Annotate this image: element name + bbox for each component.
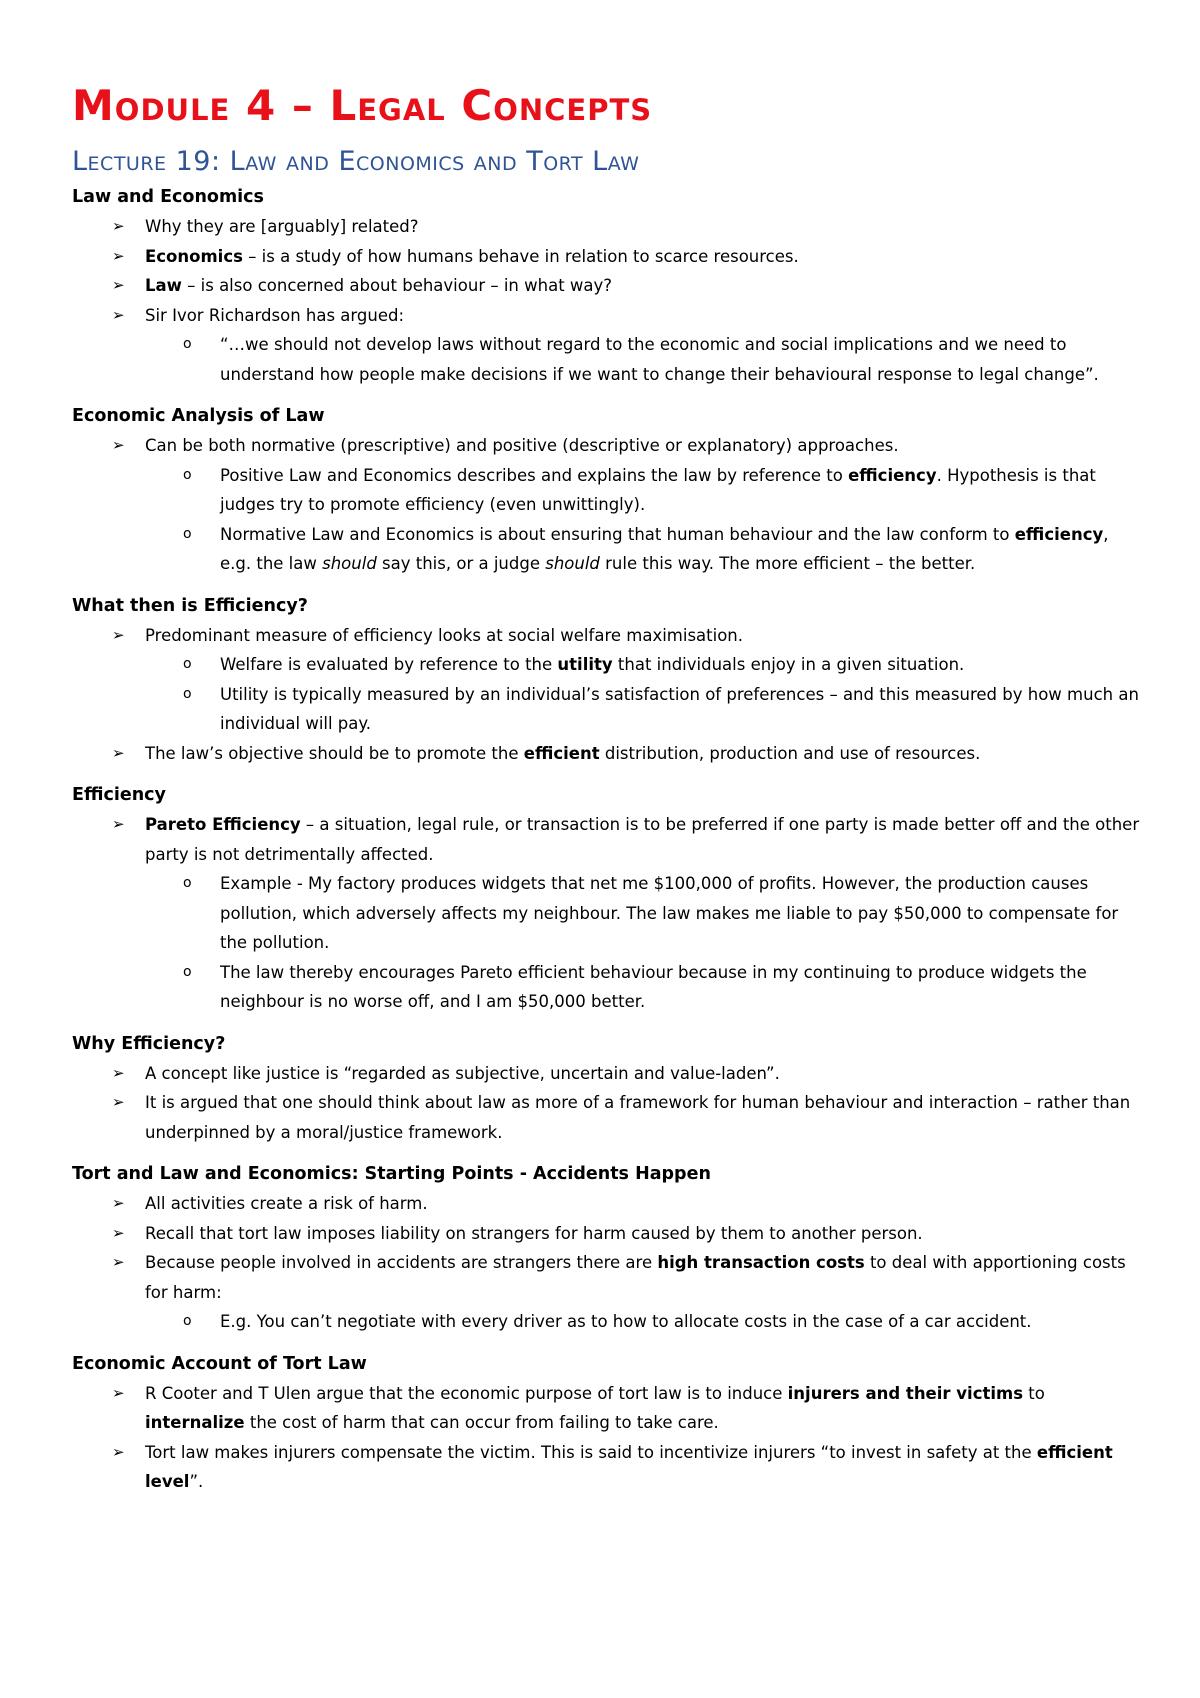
heading-economic-account-of-tort-law: Economic Account of Tort Law: [72, 1353, 367, 1374]
arrow-bullet-icon: ➢: [112, 1253, 125, 1271]
list-tort-starting-points: [72, 1189, 1142, 1337]
sub-list-item: o “…we should not develop laws without regard to the economic and social implications and we need to understand how people make decisions if we want to change their behavioural response to legal change”.: [145, 330, 1142, 389]
arrow-bullet-icon: ➢: [112, 276, 125, 294]
heading-what-is-efficiency: What then is Efficiency?: [72, 595, 308, 616]
heading-tort-starting-points: Tort and Law and Economics: Starting Points - Accidents Happen: [72, 1164, 711, 1184]
arrow-bullet-icon: ➢: [112, 1063, 125, 1082]
arrow-bullet-icon: ➢: [112, 1223, 125, 1242]
arrow-bullet-icon: ➢: [112, 743, 125, 762]
list-item: ➢ Sir Ivor Richardson has argued: o “…we should not develop laws without regard to the economic and social implications and we need to understand how people make decisions if we want to change their behavioural response to legal change”.: [72, 301, 1142, 390]
circle-bullet-icon: o: [183, 875, 192, 891]
list-item: ➢ Pareto Efficiency – a situation, legal rule, or transaction is to be preferred if one party is made better off and the other party is not detrimentally affected. o Example - My factory produces widgets that net me $100,000 of profits. However, the production causes pollution, which adversely affects my neighbour. The law makes me liable to pay $50,000 to compensate for the pollution. o The law thereby encourages Pareto efficient behaviour because in my continuing to produce widgets the neighbour is no worse off, and I am $50,000 better.: [72, 810, 1142, 1017]
list-efficiency: [72, 810, 1142, 1017]
sub-list-item: o Positive Law and Economics describes and explains the law by reference to efficiency. Hypothesis is that judges try to promote efficiency (even unwittingly).: [145, 461, 1142, 520]
list-item: ➢ R Cooter and T Ulen argue that the economic purpose of tort law is to induce injurers and their victims to internalize the cost of harm that can occur from failing to take care.: [72, 1379, 1142, 1438]
heading-efficiency: Efficiency: [72, 785, 166, 805]
list-item: ➢ Because people involved in accidents are strangers there are high transaction costs to deal with apportioning costs for harm: o E.g. You can’t negotiate with every driver as to how to allocate costs in the case of a car accident.: [72, 1248, 1142, 1337]
arrow-bullet-icon: ➢: [112, 1442, 125, 1461]
sub-list-item: o Utility is typically measured by an individual’s satisfaction of preferences – and this measured by how much an individual will pay.: [145, 680, 1142, 739]
list-why-efficiency: [72, 1059, 1142, 1148]
sub-list-item: o The law thereby encourages Pareto efficient behaviour because in my continuing to produce widgets the neighbour is no worse off, and I am $50,000 better.: [145, 958, 1142, 1017]
list-item: ➢ Economics – is a study of how humans behave in relation to scarce resources.: [72, 242, 1142, 272]
list-item: ➢ The law’s objective should be to promote the efficient distribution, production and use of resources.: [72, 739, 1142, 769]
list-item: ➢ Recall that tort law imposes liability on strangers for harm caused by them to another person.: [72, 1219, 1142, 1249]
circle-bullet-icon: o: [183, 656, 192, 672]
sub-list-item: o Example - My factory produces widgets that net me $100,000 of profits. However, the production causes pollution, which adversely affects my neighbour. The law makes me liable to pay $50,000 to compensate for the pollution.: [145, 869, 1142, 958]
arrow-bullet-icon: ➢: [112, 436, 125, 454]
arrow-bullet-icon: ➢: [112, 305, 125, 324]
circle-bullet-icon: o: [183, 525, 192, 542]
list-what-is-efficiency: [72, 621, 1142, 769]
list-item: ➢ Tort law makes injurers compensate the victim. This is said to incentivize injurers “to invest in safety at the efficient level”.: [72, 1438, 1142, 1497]
circle-bullet-icon: o: [183, 466, 192, 483]
list-item: ➢ Predominant measure of efficiency looks at social welfare maximisation. o Welfare is evaluated by reference to the utility that individuals enjoy in a given situation. o Utility is typically measured by an individual’s satisfaction of preferences – and this measured by how much an individual will pay.: [72, 621, 1142, 739]
arrow-bullet-icon: ➢: [112, 217, 125, 235]
list-item: ➢ Why they are [arguably] related?: [72, 212, 1142, 242]
arrow-bullet-icon: ➢: [112, 246, 125, 265]
heading-law-and-economics: Law and Economics: [72, 187, 264, 207]
document-page: [72, 78, 1142, 1497]
sub-list-item: o E.g. You can’t negotiate with every driver as to how to allocate costs in the case of a car accident.: [145, 1307, 1142, 1337]
circle-bullet-icon: o: [183, 336, 192, 352]
arrow-bullet-icon: ➢: [112, 1383, 125, 1402]
sub-list-item: o Normative Law and Economics is about ensuring that human behaviour and the law conform to efficiency, e.g. the law should say this, or a judge should rule this way. The more efficient – the better.: [145, 520, 1142, 579]
arrow-bullet-icon: ➢: [112, 815, 125, 833]
circle-bullet-icon: o: [183, 963, 192, 980]
list-item: ➢ All activities create a risk of harm.: [72, 1189, 1142, 1219]
list-law-and-economics: [72, 212, 1142, 389]
heading-economic-analysis-of-law: Economic Analysis of Law: [72, 406, 325, 426]
list-item: ➢ A concept like justice is “regarded as subjective, uncertain and value-laden”.: [72, 1059, 1142, 1089]
lecture-title: Lecture 19: Law and Economics and Tort Law: [72, 146, 640, 177]
list-economic-analysis: [72, 431, 1142, 579]
circle-bullet-icon: o: [183, 685, 192, 702]
page-title: Module 4 – Legal Concepts: [72, 81, 653, 130]
arrow-bullet-icon: ➢: [112, 625, 125, 644]
list-item: ➢ Law – is also concerned about behaviour – in what way?: [72, 271, 1142, 301]
sub-list-item: o Welfare is evaluated by reference to the utility that individuals enjoy in a given situation.: [145, 650, 1142, 680]
heading-why-efficiency: Why Efficiency?: [72, 1033, 226, 1054]
list-economic-account: [72, 1379, 1142, 1497]
arrow-bullet-icon: ➢: [112, 1194, 125, 1212]
list-item: ➢ It is argued that one should think about law as more of a framework for human behaviour and interaction – rather than underpinned by a moral/justice framework.: [72, 1088, 1142, 1147]
arrow-bullet-icon: ➢: [112, 1093, 125, 1111]
list-item: ➢ Can be both normative (prescriptive) and positive (descriptive or explanatory) approaches. o Positive Law and Economics describes and explains the law by reference to efficiency. Hypothesis is that judges try to promote efficiency (even unwittingly). o Normative Law and Economics is about ensuring that human behaviour and the law conform to efficiency, e.g. the law should say this, or a judge should rule this way. The more efficient – the better.: [72, 431, 1142, 579]
circle-bullet-icon: o: [183, 1313, 192, 1329]
